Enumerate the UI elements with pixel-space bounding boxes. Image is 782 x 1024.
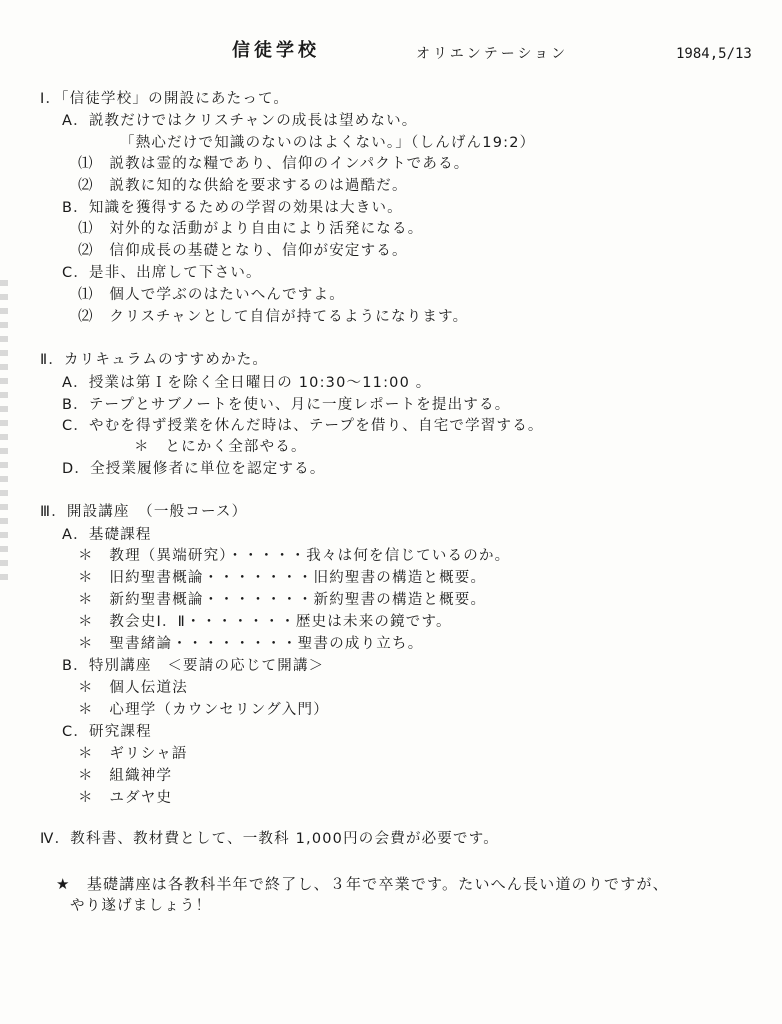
section-3-a-course-1: ＊ 教理（異端研究）・・・・・我々は何を信じているのか。 — [78, 548, 511, 564]
section-1-heading: Ⅰ．「信徒学校」の開設にあたって。 — [40, 91, 290, 107]
section-2-item-d: D．全授業履修者に単位を認定する。 — [62, 461, 326, 477]
section-3-b-course-1: ＊ 個人伝道法 — [78, 680, 188, 696]
scan-edge-marks — [0, 280, 8, 580]
section-3-a-course-2: ＊ 旧約聖書概論・・・・・・・旧約聖書の構造と概要。 — [78, 570, 487, 586]
section-2-item-a: A．授業は第Ｉを除く全日曜日の 10:30～11:00 。 — [62, 375, 432, 391]
section-3-a-course-5: ＊ 聖書緒論・・・・・・・・聖書の成り立ち。 — [78, 636, 424, 652]
section-1-item-c-2: ⑵ クリスチャンとして自信が持てるようになります。 — [78, 309, 469, 325]
closing-line-1: ★ 基礎講座は各教科半年で終了し、３年で卒業です。たいへん長い道のりですが、 — [56, 875, 669, 893]
document-date: 1984,5/13 — [676, 46, 752, 62]
section-3-a-course-3: ＊ 新約聖書概論・・・・・・・新約聖書の構造と概要。 — [78, 592, 487, 608]
section-2-heading: Ⅱ．カリキュラムのすすめかた。 — [40, 352, 269, 368]
section-3-heading: Ⅲ．開設講座 （一般コース） — [40, 504, 248, 520]
section-3-item-c: C．研究課程 — [62, 724, 152, 740]
section-1-item-a: A．説教だけではクリスチャンの成長は望めない。 — [62, 113, 418, 129]
section-2-item-b: B．テープとサブノートを使い、月に一度レポートを提出する。 — [62, 397, 511, 413]
section-3-c-course-3: ＊ ユダヤ史 — [78, 790, 173, 806]
section-1-item-a-1: ⑴ 説教は霊的な糧であり、信仰のインパクトである。 — [78, 156, 470, 172]
document-subtitle: オリエンテーション — [416, 46, 569, 62]
section-1-item-a-quote: 「熱心だけで知識のないのはよくない。」（しんげん19:2） — [120, 135, 536, 151]
section-1-item-b: B．知識を獲得するための学習の効果は大きい。 — [62, 200, 403, 216]
section-3-c-course-1: ＊ ギリシャ語 — [78, 746, 188, 762]
section-3-b-course-2: ＊ 心理学（カウンセリング入門） — [78, 702, 329, 718]
section-4-heading: Ⅳ．教科書、教材費として、一教科 1,000円の会費が必要です。 — [40, 831, 499, 847]
section-2-item-c: C．やむを得ず授業を休んだ時は、テープを借り、自宅で学習する。 — [62, 418, 544, 434]
section-1-item-b-1: ⑴ 対外的な活動がより自由により活発になる。 — [78, 221, 424, 237]
section-1-item-a-2: ⑵ 説教に知的な供給を要求するのは過酷だ。 — [78, 178, 408, 194]
section-3-item-a: A．基礎課程 — [62, 527, 152, 543]
closing-line-2: やり遂げましょう！ — [70, 898, 212, 914]
section-3-item-b: B．特別講座 ＜要請の応じて開講＞ — [62, 658, 325, 674]
section-3-a-course-4: ＊ 教会史Ⅰ．Ⅱ・・・・・・・歴史は未来の鏡です。 — [78, 614, 452, 630]
section-2-item-c-note: ＊ とにかく全部やる。 — [134, 439, 307, 455]
section-1-item-c-1: ⑴ 個人で学ぶのはたいへんですよ。 — [78, 287, 345, 303]
document-title: 信徒学校 — [232, 40, 320, 61]
section-1-item-c: C．是非、出席して下さい。 — [62, 265, 262, 281]
section-3-c-course-2: ＊ 組織神学 — [78, 768, 173, 784]
section-1-item-b-2: ⑵ 信仰成長の基礎となり、信仰が安定する。 — [78, 243, 408, 259]
